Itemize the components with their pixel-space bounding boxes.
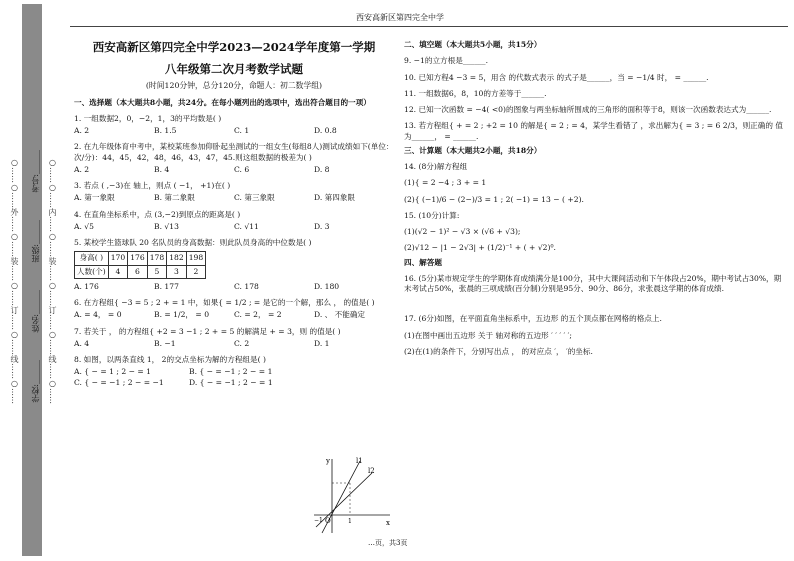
option: A. 第一象限 bbox=[74, 193, 115, 203]
table-cell: 182 bbox=[167, 252, 187, 265]
option: A. 4 bbox=[74, 338, 90, 348]
l2-label: l2 bbox=[368, 467, 375, 475]
option: C. 6 bbox=[234, 164, 250, 174]
question-13: 13. 若方程组{ + = 2 ; +2 = 10 的解是{ = 2 ; = 4，某学生看错了 ，求出解为{ = 3 ; = 6 2/3，则正确的 值为______， = ______. bbox=[404, 121, 783, 141]
option: C. 178 bbox=[234, 281, 259, 291]
question-15-part-2: (2)√12 − |1 − 2√3| + (1/2)⁻¹ + ( + √2)⁰. bbox=[404, 243, 556, 253]
right-column bbox=[404, 36, 788, 359]
question-1: 1. 一组数据2，0，−2，1，3的平均数是( ) bbox=[74, 113, 222, 123]
question-16: 16. (5分)某市规定学生的学期体育成绩满分是100分，其中大课间活动和下午体段占20%，期中考试占30%，期末考试占50%，张晨的三项成绩(百分制)分别是95分、90分、86分，求张晨这学期的体育成绩. bbox=[404, 273, 782, 293]
table-row bbox=[75, 252, 206, 265]
l1-label: l1 bbox=[356, 457, 363, 465]
option: D. 第四象限 bbox=[314, 193, 356, 203]
table-cell: 4 bbox=[108, 265, 128, 278]
origin-label: O bbox=[325, 517, 331, 525]
question-9: 9. −1的立方根是______. bbox=[404, 56, 489, 66]
height-table bbox=[74, 251, 206, 279]
option: D. 1 bbox=[314, 338, 330, 348]
binding-dashes-inner: ○……○……内……○……装……○……订……○……线……○…… bbox=[48, 157, 57, 404]
option: B. √13 bbox=[154, 221, 179, 231]
section-4-heading: 四、解答题 bbox=[404, 257, 442, 267]
option: B. 1.5 bbox=[154, 126, 177, 136]
binding-gray-bar bbox=[22, 4, 42, 556]
question-6-options bbox=[74, 310, 394, 320]
option: B. 177 bbox=[154, 281, 179, 291]
question-14-part-2: (2){ (−1)/6 − (2−)/3 = 1 ; 2( −1) = 13 − ( +2). bbox=[404, 194, 584, 204]
exam-subtitle-title: 八年级第二次月考数学试题 bbox=[165, 61, 303, 76]
binding-margin bbox=[0, 0, 62, 561]
option: B. = 1/2， = 0 bbox=[154, 310, 210, 320]
question-6: 6. 在方程组{ −3 = 5 ; 2 + = 1 中，如果{ = 1/2 ; = 是它的一个解，那么 ， 的值是( ) bbox=[74, 298, 375, 308]
question-2: 2. 在九年级体育中考中，某校某班参加仰卧起坐测试的一组女生(每组8人)测试成绩如下(单位：次/分)：44，45，42，48，46，43，47，45.则这组数据的极差为( ) bbox=[74, 142, 394, 162]
page-footer: …页，共3页 bbox=[368, 539, 408, 547]
question-17: 17. (6分)如图，在平面直角坐标系中，五边形 的五个顶点都在网格的格点上. bbox=[404, 314, 662, 324]
option: A. = 4， = 0 bbox=[74, 310, 122, 320]
question-4: 4. 在直角坐标系中，点 (3,−2)到原点的距离是( ) bbox=[74, 209, 241, 219]
header-divider bbox=[70, 26, 788, 27]
question-7-options bbox=[74, 339, 394, 349]
table-cell: 5 bbox=[147, 265, 167, 278]
question-14-part-1: (1){ = 2 −4 ; 3 + = 1 bbox=[404, 178, 487, 188]
table-cell: 176 bbox=[128, 252, 148, 265]
exam-number-field[interactable]: 考号:______ bbox=[31, 150, 40, 193]
question-15: 15. (10分)计算: bbox=[404, 210, 460, 220]
table-cell: 人数(个) bbox=[75, 265, 109, 278]
section-1-heading: 一、选择题（本大题共8小题，共24分。在每小题列出的选项中，选出符合题目的一项） bbox=[74, 97, 371, 107]
school-field[interactable]: 学校:______ bbox=[31, 360, 40, 403]
option: D. 180 bbox=[314, 281, 340, 291]
option: D. { − = −1 ; 2 − = 1 bbox=[189, 377, 273, 387]
name-field[interactable]: 姓名:______ bbox=[31, 290, 40, 333]
option: B. −1 bbox=[154, 338, 176, 348]
section-2-heading: 二、填空题（本大题共5小题，共15分） bbox=[404, 40, 542, 49]
question-5: 5. 某校学生篮球队 20 名队员的身高数据：则此队员身高的中位数是( ) bbox=[74, 238, 312, 248]
option: D. 、 不能确定 bbox=[314, 310, 366, 320]
exam-title: 西安高新区第四完全中学2023—2024学年度第一学期 bbox=[92, 40, 376, 54]
option: A. 2 bbox=[74, 126, 90, 136]
question-8: 8. 如图，以两条直线 1， 2的交点坐标为解的方程组是( ) bbox=[74, 355, 266, 365]
question-3: 3. 若点 ( ,−3)在 轴上，则点 ( −1， +1)在( ) bbox=[74, 181, 231, 191]
question-17-part-2: (2)在(1)的条件下，分别写出点 ， 的对应点 ′， ′的坐标. bbox=[404, 346, 593, 356]
table-cell: 身高( ) bbox=[75, 252, 109, 265]
question-1-options bbox=[74, 126, 394, 136]
table-cell: 2 bbox=[186, 265, 206, 278]
option: B. { − = −1 ; 2 − = 1 bbox=[189, 367, 273, 377]
page-header-school: 西安高新区第四完全中学 bbox=[356, 13, 444, 22]
option: C. √11 bbox=[234, 221, 259, 231]
option: C. 第三象限 bbox=[234, 193, 275, 203]
table-cell: 170 bbox=[108, 252, 128, 265]
option: C. 1 bbox=[234, 126, 250, 136]
table-cell: 198 bbox=[186, 252, 206, 265]
option: A. √5 bbox=[74, 221, 94, 231]
option: C. 2 bbox=[234, 338, 250, 348]
question-4-options bbox=[74, 222, 394, 232]
option: A. { − = 1 ; 2 − = 1 bbox=[74, 367, 151, 377]
two-lines-graph bbox=[310, 455, 394, 535]
option: D. 0.8 bbox=[314, 126, 337, 136]
answer-space bbox=[404, 296, 788, 308]
option: B. 第二象限 bbox=[154, 193, 195, 203]
x-axis-label: x bbox=[386, 519, 390, 527]
question-12: 12. 已知一次函数 = −4( <0)的图象与两坐标轴所围成的三角形的面积等于8，则该一次函数表达式为______. bbox=[404, 105, 772, 114]
tick-label: −1 bbox=[314, 517, 323, 524]
table-cell: 3 bbox=[167, 265, 187, 278]
class-field[interactable]: 班级:______ bbox=[31, 220, 40, 263]
option: B. 4 bbox=[154, 164, 170, 174]
option: A. 2 bbox=[74, 164, 90, 174]
option: C. { − = −1 ; 2 − = −1 bbox=[74, 377, 164, 387]
question-11: 11. 一组数据6，8，10的方差等于______. bbox=[404, 88, 547, 98]
option: D. 8 bbox=[314, 164, 330, 174]
section-3-heading: 三、计算题（本大题共2小题，共18分） bbox=[404, 145, 542, 155]
table-cell: 178 bbox=[147, 252, 167, 265]
option: C. = 2， = 2 bbox=[234, 310, 282, 320]
y-axis-label: y bbox=[326, 457, 330, 465]
table-cell: 6 bbox=[128, 265, 148, 278]
question-2-options bbox=[74, 165, 394, 175]
left-column bbox=[74, 36, 394, 390]
option: D. 3 bbox=[314, 221, 330, 231]
question-3-options bbox=[74, 193, 394, 203]
tick-label: 1 bbox=[348, 518, 352, 525]
table-row bbox=[75, 265, 206, 278]
question-7: 7. 若关于 ， 的方程组{ +2 = 3 −1 ; 2 + = 5 的解满足 + = 3，则 的值是( ) bbox=[74, 326, 341, 336]
binding-dashes-outer: ○……○……外……○……装……○……订……○……线……○…… bbox=[10, 157, 19, 404]
question-17-part-1: (1)在图中画出五边形 关于 轴对称的五边形 ′ ′ ′ ′ ′; bbox=[404, 330, 572, 340]
question-5-options bbox=[74, 282, 394, 292]
question-15-part-1: (1)(√2 − 1)² − √3 × (√6 + √3); bbox=[404, 227, 521, 236]
question-8-options bbox=[74, 367, 304, 388]
exam-info: (时间120分钟，总分120分，命题人：初二数学组) bbox=[145, 81, 323, 91]
option: A. 176 bbox=[74, 281, 99, 291]
question-10: 10. 已知方程4 −3 = 5，用含 的代数式表示 的式子是______，当 = −1/4 时， = ______. bbox=[404, 72, 709, 82]
question-14: 14. (8分)解方程组 bbox=[404, 162, 468, 171]
